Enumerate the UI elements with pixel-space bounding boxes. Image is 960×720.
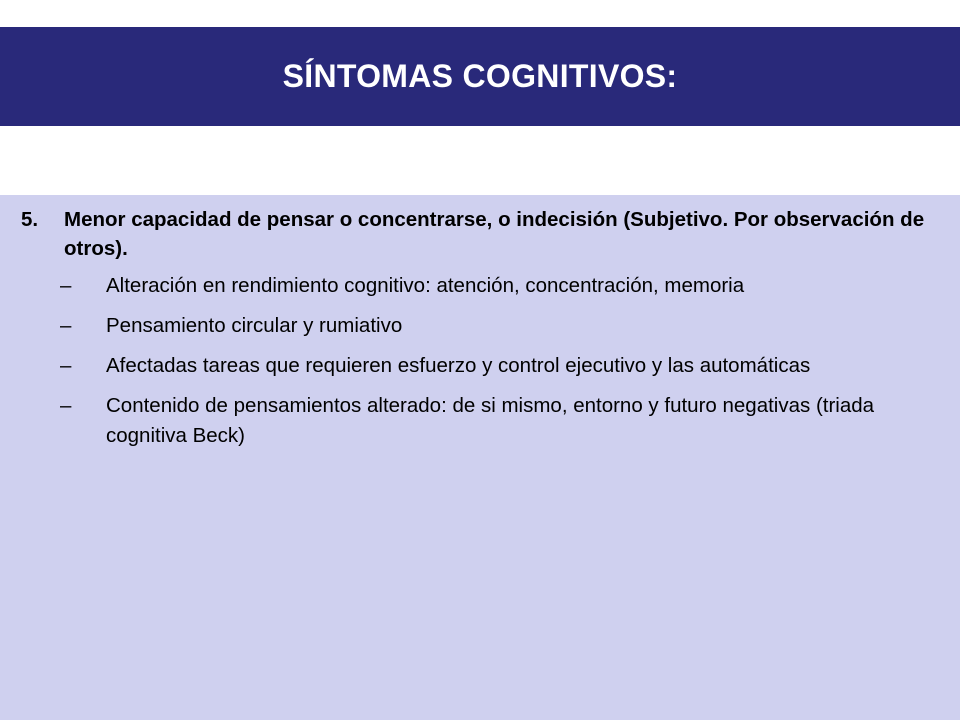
dash-bullet: – — [60, 394, 72, 417]
sub-item-text: Pensamiento circular y rumiativo — [106, 314, 403, 337]
sub-item-text: Alteración en rendimiento cognitivo: atención, concentración, memoria — [106, 274, 745, 297]
main-list-item — [21, 205, 941, 263]
content-box — [0, 195, 960, 720]
dash-bullet: – — [60, 354, 72, 377]
dash-bullet: – — [60, 274, 72, 297]
title-band — [0, 27, 960, 126]
slide-title: SÍNTOMAS COGNITIVOS: — [282, 58, 678, 94]
sub-item-affected-tasks — [57, 351, 947, 381]
main-item-number: 5. — [21, 208, 39, 231]
sub-item-text: Contenido de pensamientos alterado: de si mismo, entorno y futuro negativas (triada cognitiva Beck) — [106, 394, 875, 447]
sub-item-attention — [57, 271, 947, 301]
sub-item-list — [57, 271, 947, 461]
sub-item-text: Afectadas tareas que requieren esfuerzo y control ejecutivo y las automáticas — [106, 354, 811, 377]
sub-item-circular-thinking — [57, 311, 947, 341]
main-item-text: Menor capacidad de pensar o concentrarse, o indecisión (Subjetivo. Por observación de otros). — [64, 208, 925, 260]
sub-item-thought-content — [57, 391, 947, 451]
dash-bullet: – — [60, 314, 72, 337]
